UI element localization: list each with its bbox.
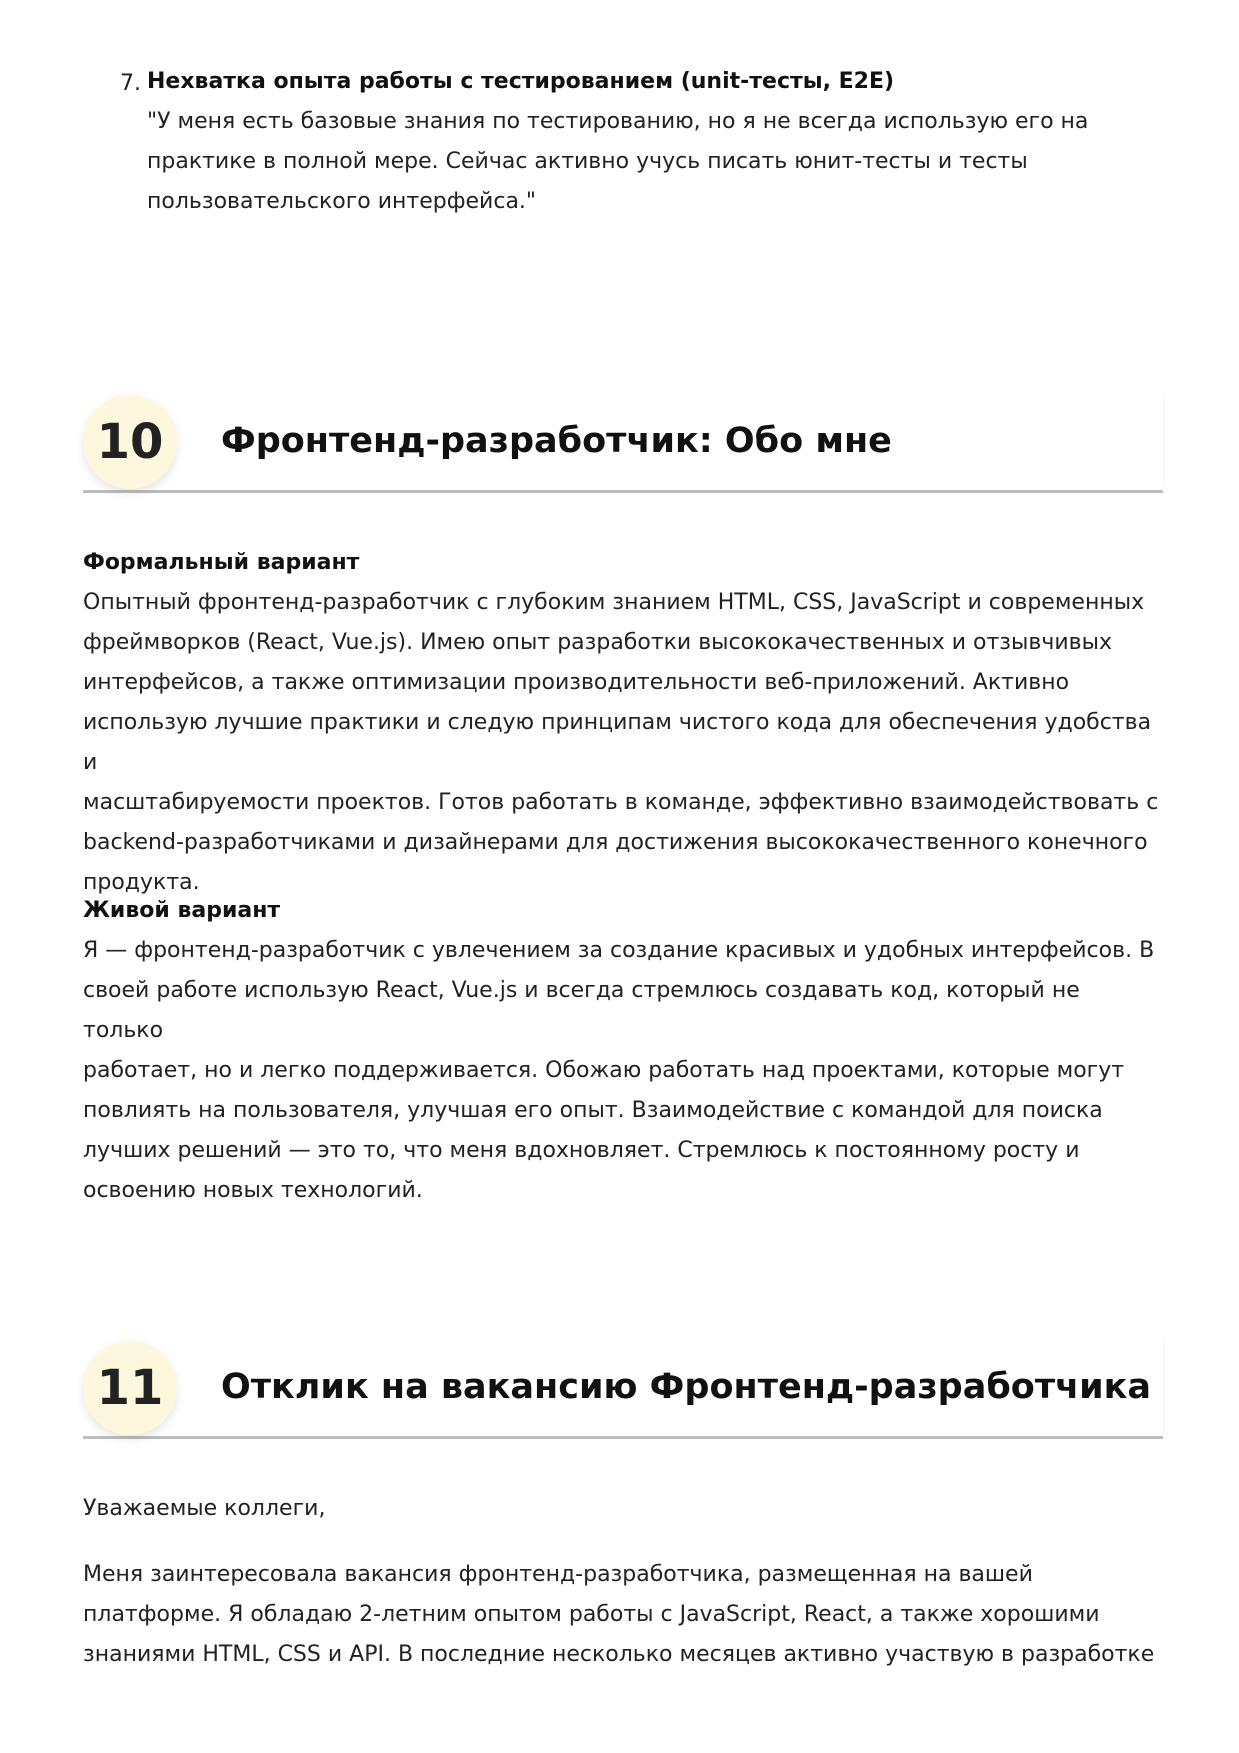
greeting-block <box>83 1489 1163 1529</box>
formal-variant-block <box>83 543 1163 903</box>
live-variant-heading: Живой вариант <box>83 898 281 923</box>
live-variant-line: освоению новых технологий. <box>83 1178 423 1203</box>
section-title: Отклик на вакансию Фронтенд-разработчика <box>221 1367 1152 1407</box>
cover-letter-line: платформе. Я обладаю 2-летним опытом работы с JavaScript, React, а также хорошими <box>83 1602 1100 1627</box>
formal-variant-line: использую лучшие практики и следую принципам чистого кода для обеспечения удобства и <box>83 710 1152 775</box>
live-variant-line: лучших решений — это то, что меня вдохновляет. Стремлюсь к постоянному росту и <box>83 1138 1080 1163</box>
live-variant-line: работает, но и легко поддерживается. Обожаю работать над проектами, которые могут <box>83 1058 1125 1083</box>
section-title: Фронтенд-разработчик: Обо мне <box>221 421 892 461</box>
formal-variant-line: продукта. <box>83 870 200 895</box>
cover-letter-line: знаниями HTML, CSS и API. В последние несколько месяцев активно участвую в разработке <box>83 1642 1155 1667</box>
cover-letter-line: Меня заинтересовала вакансия фронтенд-разработчика, размещенная на вашей <box>83 1562 1033 1587</box>
list-item-content <box>147 62 1120 222</box>
formal-variant-line: фреймворков (React, Vue.js). Имею опыт разработки высококачественных и отзывчивых <box>83 630 1112 655</box>
formal-variant-line: интерфейсов, а также оптимизации производительности веб-приложений. Активно <box>83 670 1070 695</box>
list-item-title: Нехватка опыта работы с тестированием (unit-тесты, E2E) <box>147 69 895 94</box>
live-variant-line: своей работе использую React, Vue.js и всегда стремлюсь создавать код, который не только <box>83 978 1080 1043</box>
formal-variant-line: масштабируемости проектов. Готов работать в команде, эффективно взаимодействовать с <box>83 790 1159 815</box>
live-variant-line: повлиять на пользователя, улучшая его опыт. Взаимодействие с командой для поиска <box>83 1098 1103 1123</box>
section-header-11 <box>83 1333 1163 1439</box>
section-header-10 <box>83 387 1163 493</box>
list-item-number: 7. <box>120 71 141 96</box>
list-item-quote-line: "У меня есть базовые знания по тестированию, но я не всегда использую его на <box>147 109 1089 134</box>
formal-variant-line: backend-разработчиками и дизайнерами для достижения высококачественного конечного <box>83 830 1148 855</box>
live-variant-block <box>83 891 1163 1211</box>
section-number-badge: 11 <box>83 1341 177 1435</box>
cover-letter-block <box>83 1555 1163 1675</box>
greeting-text: Уважаемые коллеги, <box>83 1496 326 1521</box>
list-item-quote-line: пользовательского интерфейса." <box>147 189 537 214</box>
formal-variant-heading: Формальный вариант <box>83 550 360 575</box>
live-variant-line: Я — фронтенд-разработчик с увлечением за создание красивых и удобных интерфейсов. В <box>83 938 1155 963</box>
list-item-7 <box>120 62 1120 222</box>
list-item-quote-line: практике в полной мере. Сейчас активно учусь писать юнит-тесты и тесты <box>147 149 1028 174</box>
formal-variant-line: Опытный фронтенд-разработчик с глубоким знанием HTML, CSS, JavaScript и современных <box>83 590 1145 615</box>
section-number-badge: 10 <box>83 395 177 489</box>
